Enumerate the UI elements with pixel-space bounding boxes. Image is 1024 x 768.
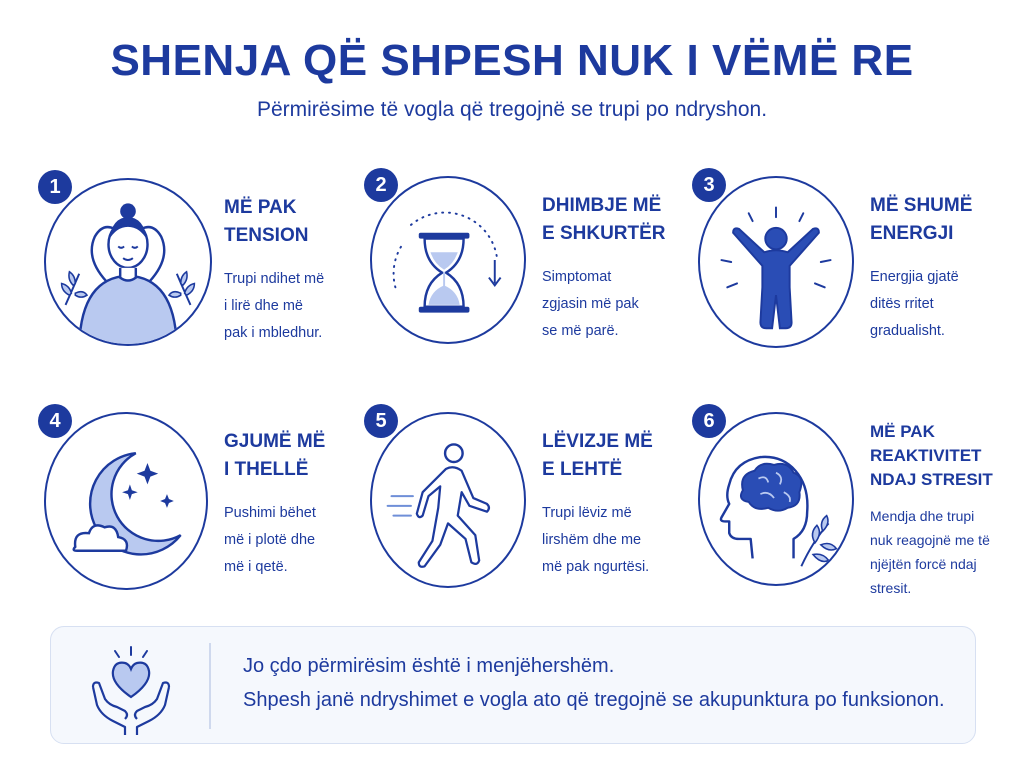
footer-divider <box>209 643 211 729</box>
card-description: Trupi lëviz më lirshëm dhe me më pak ngurtësi. <box>542 505 650 575</box>
footer-callout <box>50 626 976 744</box>
card-title: LËVIZJE MË E LEHTË <box>542 431 653 480</box>
step-number-badge: 4 <box>38 404 72 438</box>
sign-card-1 <box>44 178 384 368</box>
sign-card-3 <box>698 176 1024 366</box>
step-number-badge: 5 <box>364 404 398 438</box>
step-number-badge: 3 <box>692 168 726 202</box>
head-brain-icon <box>700 414 852 584</box>
step-number-badge: 2 <box>364 168 398 202</box>
card-illustration <box>44 178 212 346</box>
moon-stars-icon <box>46 414 206 588</box>
card-title: GJUMË MË I THELLË <box>224 431 326 480</box>
sign-card-5 <box>370 412 710 602</box>
card-title: MË PAK TENSION <box>224 197 309 246</box>
page-title: SHENJA QË SHPESH NUK I VËMË RE <box>110 36 914 85</box>
footer-line-1: Jo çdo përmirësim është i menjëhershëm. <box>243 655 615 677</box>
card-description: Energjia gjatë ditës rritet gradualisht. <box>870 269 959 339</box>
energetic-person-icon <box>700 178 852 346</box>
card-description: Trupi ndihet më i lirë dhe më pak i mbledhur. <box>224 271 325 341</box>
card-title: MË SHUMË ENERGJI <box>870 195 973 244</box>
step-number-badge: 1 <box>38 170 72 204</box>
card-title: DHIMBJE MË E SHKURTËR <box>542 195 666 244</box>
sign-card-6 <box>698 412 1024 602</box>
step-number-badge: 6 <box>692 404 726 438</box>
card-description: Simptomat zgjasin më pak se më parë. <box>542 269 639 339</box>
sign-card-2 <box>370 176 710 366</box>
card-illustration <box>698 412 854 586</box>
card-illustration <box>370 176 526 344</box>
sign-card-4 <box>44 412 384 602</box>
card-illustration <box>44 412 208 590</box>
card-illustration <box>698 176 854 348</box>
card-title: MË PAK REAKTIVITET NDAJ STRESIT <box>870 422 993 489</box>
card-description: Mendja dhe trupi nuk reagojnë me të njëjtën forcë ndaj stresit. <box>870 508 990 596</box>
card-illustration <box>370 412 526 588</box>
walking-person-icon <box>372 414 524 586</box>
relaxed-person-icon <box>46 180 210 344</box>
hands-heart-icon <box>81 635 181 735</box>
page-subtitle: Përmirësime të vogla që tregojnë se trupi po ndryshon. <box>256 98 768 121</box>
hourglass-icon <box>372 178 524 342</box>
footer-line-2: Shpesh janë ndryshimet e vogla ato që tregojnë se akupunktura po funksionon. <box>243 689 945 711</box>
card-description: Pushimi bëhet më i plotë dhe më i qetë. <box>224 505 316 575</box>
